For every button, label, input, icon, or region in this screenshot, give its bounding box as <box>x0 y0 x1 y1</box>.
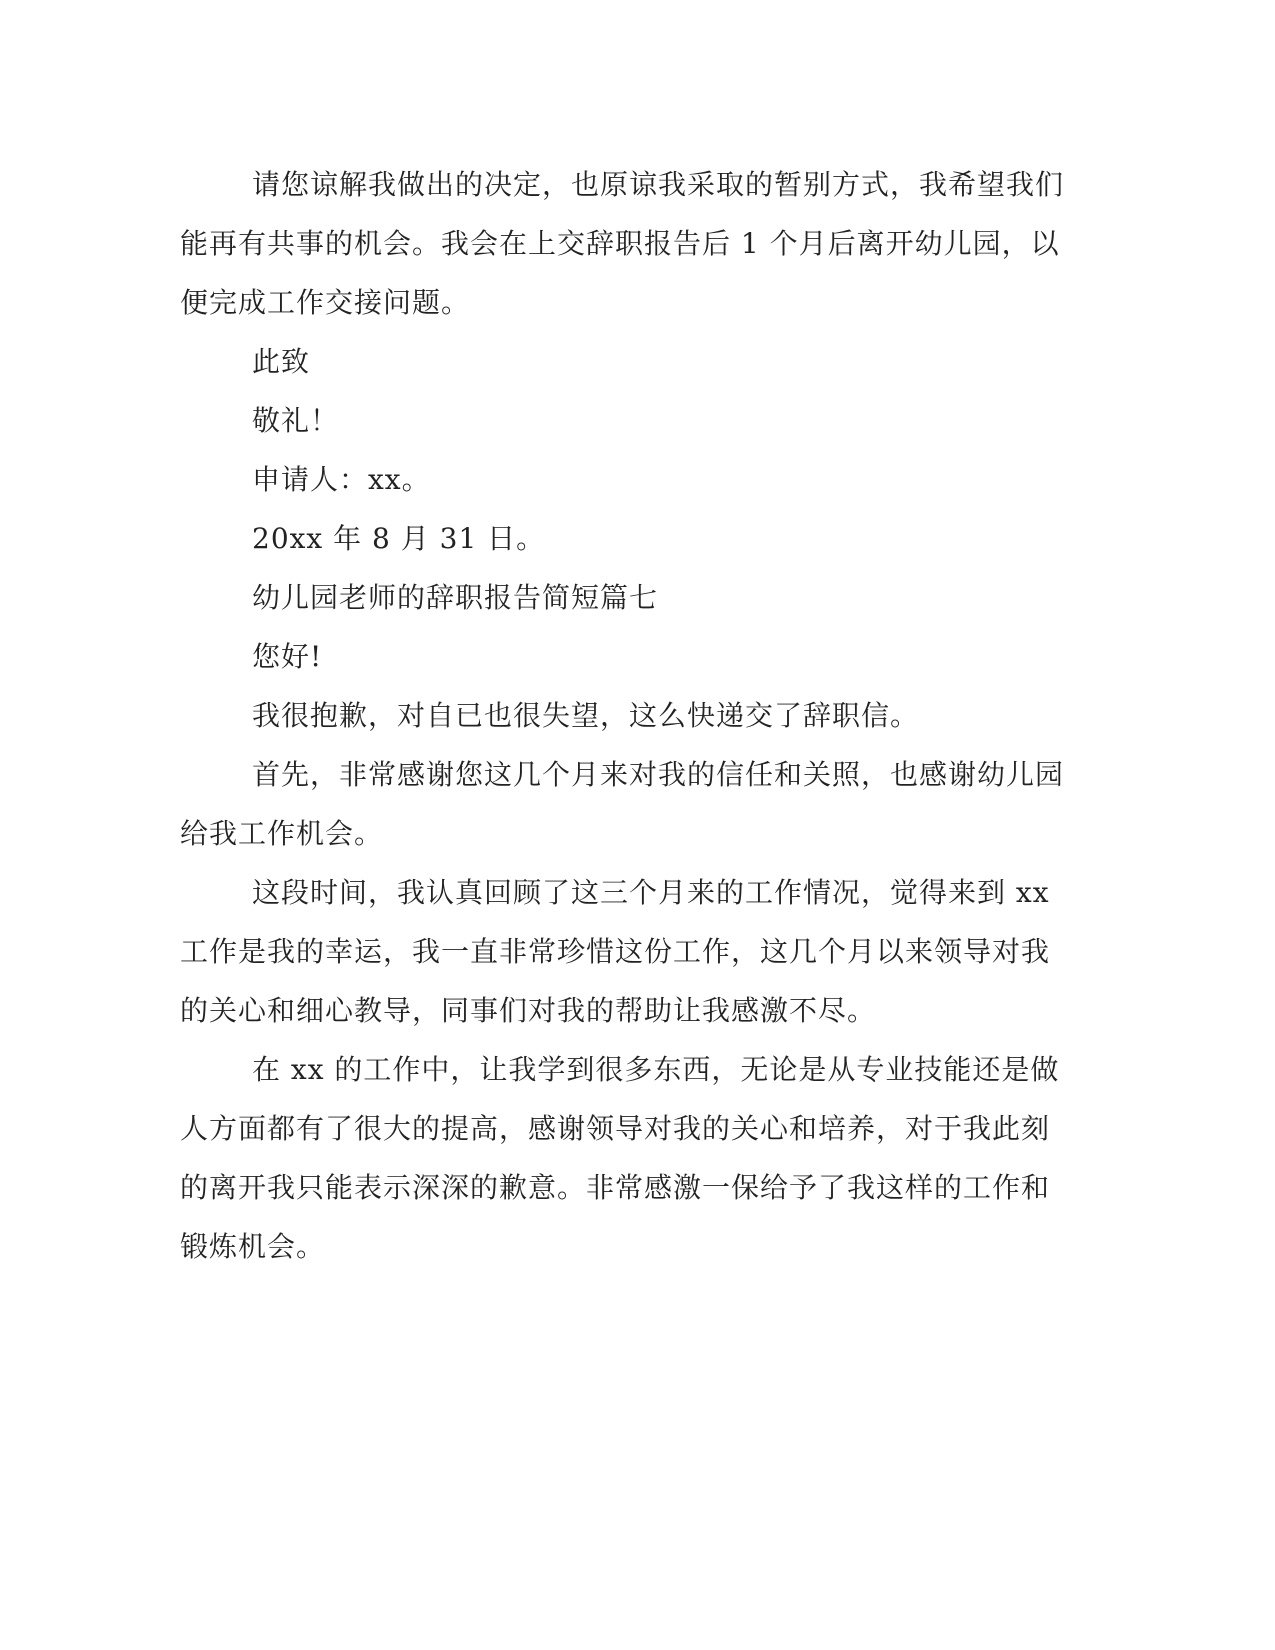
text-line: 您好! <box>252 640 323 673</box>
text-line: 能再有共事的机会。我会在上交辞职报告后 1 个月后离开幼儿园，以 <box>180 227 1060 260</box>
text-line: 20xx 年 8 月 31 日。 <box>252 522 546 555</box>
paragraph-thanks <box>180 745 1065 863</box>
paragraph-apology-request <box>180 155 1065 332</box>
text-line: 我很抱歉，对自已也很失望，这么快递交了辞职信。 <box>252 699 920 732</box>
text-line: 幼儿园老师的辞职报告简短篇七 <box>252 581 659 614</box>
closing-regards <box>180 391 1060 450</box>
text-line: 的关心和细心教导，同事们对我的帮助让我感激不尽。 <box>180 994 877 1027</box>
text-line: 请您谅解我做出的决定，也原谅我采取的暂别方式，我希望我们 <box>252 168 1065 201</box>
closing-salutation <box>180 332 1060 391</box>
document-body <box>180 155 1065 1276</box>
text-line: 人方面都有了很大的提高，感谢领导对我的关心和培养，对于我此刻 <box>180 1112 1051 1145</box>
text-line: 便完成工作交接问题。 <box>180 286 471 319</box>
applicant-name <box>180 450 1060 509</box>
text-line: 工作是我的幸运，我一直非常珍惜这份工作，这几个月以来领导对我 <box>180 935 1051 968</box>
paragraph-learning <box>180 1040 1060 1276</box>
text-line: 申请人：xx。 <box>252 463 431 496</box>
text-line: 锻炼机会。 <box>180 1230 326 1263</box>
letter-date <box>180 509 1060 568</box>
paragraph-regret <box>180 686 1060 745</box>
paragraph-review <box>180 863 1060 1040</box>
text-line: 此致 <box>252 345 311 378</box>
greeting <box>180 627 1060 686</box>
text-line: 敬礼！ <box>252 404 340 437</box>
section-title <box>180 568 1060 627</box>
text-line: 首先，非常感谢您这几个月来对我的信任和关照，也感谢幼儿园 <box>252 758 1065 791</box>
text-line: 在 xx 的工作中，让我学到很多东西，无论是从专业技能还是做 <box>252 1053 1060 1086</box>
text-line: 这段时间，我认真回顾了这三个月来的工作情况，觉得来到 xx <box>252 876 1050 909</box>
text-line: 的离开我只能表示深深的歉意。非常感激一保给予了我这样的工作和 <box>180 1171 1051 1204</box>
text-line: 给我工作机会。 <box>180 817 384 850</box>
